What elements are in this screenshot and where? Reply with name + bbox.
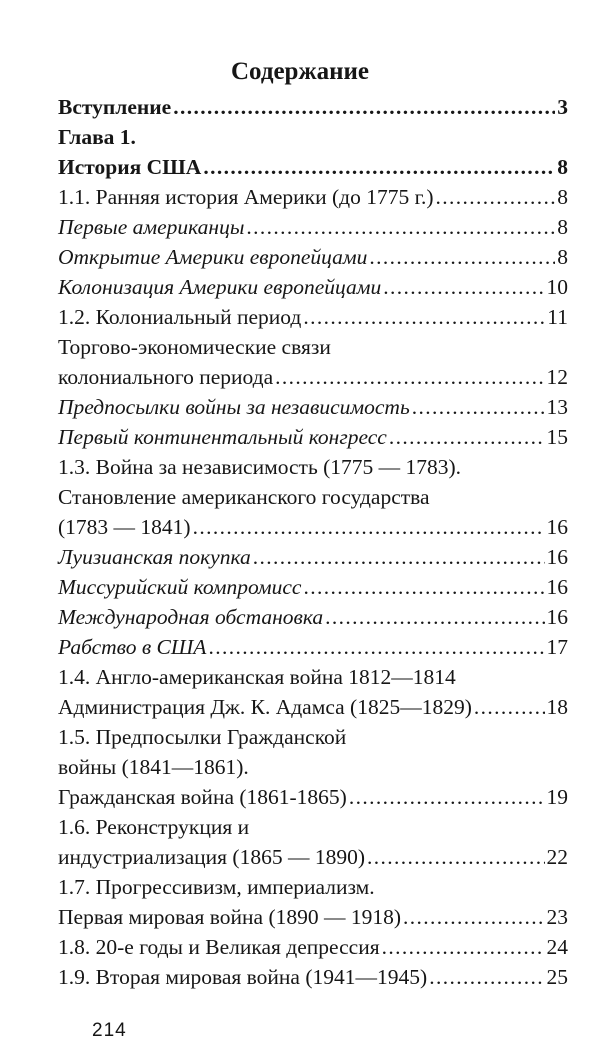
dot-leader <box>349 782 545 812</box>
toc-entry <box>58 752 568 782</box>
toc-entry <box>58 332 568 362</box>
toc-entry <box>58 362 568 392</box>
dot-leader <box>403 902 544 932</box>
toc-entry-page: 18 <box>546 695 568 719</box>
toc-entry-page: 19 <box>546 785 568 809</box>
dot-leader <box>275 362 544 392</box>
toc-entry <box>58 692 568 722</box>
toc-entry <box>58 902 568 932</box>
toc-entry <box>58 182 568 212</box>
dot-leader <box>436 182 556 212</box>
toc-entry-label: История США <box>58 155 202 179</box>
toc-entry-page: 8 <box>557 185 568 209</box>
toc-entry-page: 24 <box>546 935 568 959</box>
toc-entry <box>58 92 568 122</box>
toc-entry-label: войны (1841—1861). <box>58 755 249 779</box>
toc-entry-label: 1.3. Война за независимость (1775 — 1783). <box>58 455 462 479</box>
dot-leader <box>369 242 555 272</box>
dot-leader <box>412 392 545 422</box>
toc-entry-label: 1.7. Прогрессивизм, империализм. <box>58 875 375 899</box>
toc-entry-page: 8 <box>557 155 568 179</box>
toc-entry <box>58 932 568 962</box>
toc-entry-page: 15 <box>546 425 568 449</box>
toc-entry-label: Рабство в США <box>58 635 207 659</box>
toc-entry-page: 16 <box>546 575 568 599</box>
toc-entry-page: 23 <box>546 905 568 929</box>
toc-entry-label: 1.8. 20-е годы и Великая депрессия <box>58 935 380 959</box>
toc-entry-page: 17 <box>546 635 568 659</box>
toc-entry-page: 22 <box>546 845 568 869</box>
toc-entry <box>58 452 568 482</box>
toc-entry-label: Гражданская война (1861-1865) <box>58 785 347 809</box>
toc-entry-page: 3 <box>557 95 568 119</box>
toc-entry <box>58 512 568 542</box>
dot-leader <box>253 542 545 572</box>
dot-leader <box>193 512 545 542</box>
toc-entry-label: 1.6. Реконструкция и <box>58 815 250 839</box>
toc-entry-label: Первый континентальный конгресс <box>58 425 387 449</box>
toc-entry <box>58 482 568 512</box>
toc-entry <box>58 542 568 572</box>
dot-leader <box>474 692 545 722</box>
dot-leader <box>367 842 544 872</box>
toc-entry <box>58 272 568 302</box>
dot-leader <box>389 422 545 452</box>
toc-entry <box>58 392 568 422</box>
toc-entry-label: Предпосылки войны за независимость <box>58 395 410 419</box>
dot-leader <box>382 932 545 962</box>
toc-entry-label: Миссурийский компромисс <box>58 575 302 599</box>
toc-entry-label: 1.1. Ранняя история Америки (до 1775 г.) <box>58 185 434 209</box>
toc-entry <box>58 962 568 992</box>
toc-entry-label: Первые американцы <box>58 215 245 239</box>
toc-entry-label: индустриализация (1865 — 1890) <box>58 845 366 869</box>
toc-entry-label: Глава 1. <box>58 125 136 149</box>
toc-entry-page: 8 <box>557 245 568 269</box>
toc-entry-label: 1.4. Англо-американская война 1812—1814 <box>58 665 456 689</box>
toc-entry-page: 16 <box>546 515 568 539</box>
toc-entry-label: колониального периода <box>58 365 274 389</box>
toc-entry-label: Международная обстановка <box>58 605 324 629</box>
toc-entry-label: 1.9. Вторая мировая война (1941—1945) <box>58 965 428 989</box>
toc-entry <box>58 302 568 332</box>
toc-entry <box>58 872 568 902</box>
toc-entry-label: 1.2. Колониальный период <box>58 305 302 329</box>
toc-entry <box>58 782 568 812</box>
toc-entry-label: (1783 — 1841) <box>58 515 191 539</box>
toc-entry <box>58 212 568 242</box>
toc-entry <box>58 722 568 752</box>
toc-entry-label: Луизианская покупка <box>58 545 251 569</box>
dot-leader <box>325 602 544 632</box>
page-title: Содержание <box>230 58 369 85</box>
toc-entry <box>58 842 568 872</box>
toc-entry <box>58 572 568 602</box>
dot-leader <box>303 572 544 602</box>
toc-entry-label: Вступление <box>58 95 172 119</box>
toc-entry <box>58 242 568 272</box>
toc-entry-label: 1.5. Предпосылки Гражданской <box>58 725 347 749</box>
toc-entry <box>58 632 568 662</box>
toc-entry-label: Первая мировая война (1890 — 1918) <box>58 905 402 929</box>
dot-leader <box>173 92 555 122</box>
toc-entry-page: 16 <box>546 545 568 569</box>
toc-entry-page: 8 <box>557 215 568 239</box>
toc-entry-page: 11 <box>547 305 568 329</box>
toc-entry-page: 13 <box>546 395 568 419</box>
dot-leader <box>383 272 544 302</box>
dot-leader <box>203 152 555 182</box>
page-number: 214 <box>92 1020 127 1041</box>
toc-entry <box>58 812 568 842</box>
toc-entry-page: 10 <box>546 275 568 299</box>
toc-entry-label: Торгово-экономические связи <box>58 335 331 359</box>
table-of-contents <box>58 92 568 992</box>
toc-entry <box>58 662 568 692</box>
toc-entry-page: 16 <box>546 605 568 629</box>
dot-leader <box>429 962 544 992</box>
toc-entry <box>58 602 568 632</box>
toc-entry <box>58 122 568 152</box>
dot-leader <box>303 302 545 332</box>
toc-entry <box>58 152 568 182</box>
dot-leader <box>246 212 555 242</box>
toc-entry-label: Открытие Америки европейцами <box>58 245 368 269</box>
dot-leader <box>208 632 544 662</box>
toc-entry-label: Администрация Дж. К. Адамса (1825—1829) <box>58 695 472 719</box>
toc-entry <box>58 422 568 452</box>
toc-entry-label: Колонизация Америки европейцами <box>58 275 382 299</box>
toc-entry-page: 25 <box>546 965 568 989</box>
toc-entry-label: Становление американского государства <box>58 485 430 509</box>
toc-entry-page: 12 <box>546 365 568 389</box>
